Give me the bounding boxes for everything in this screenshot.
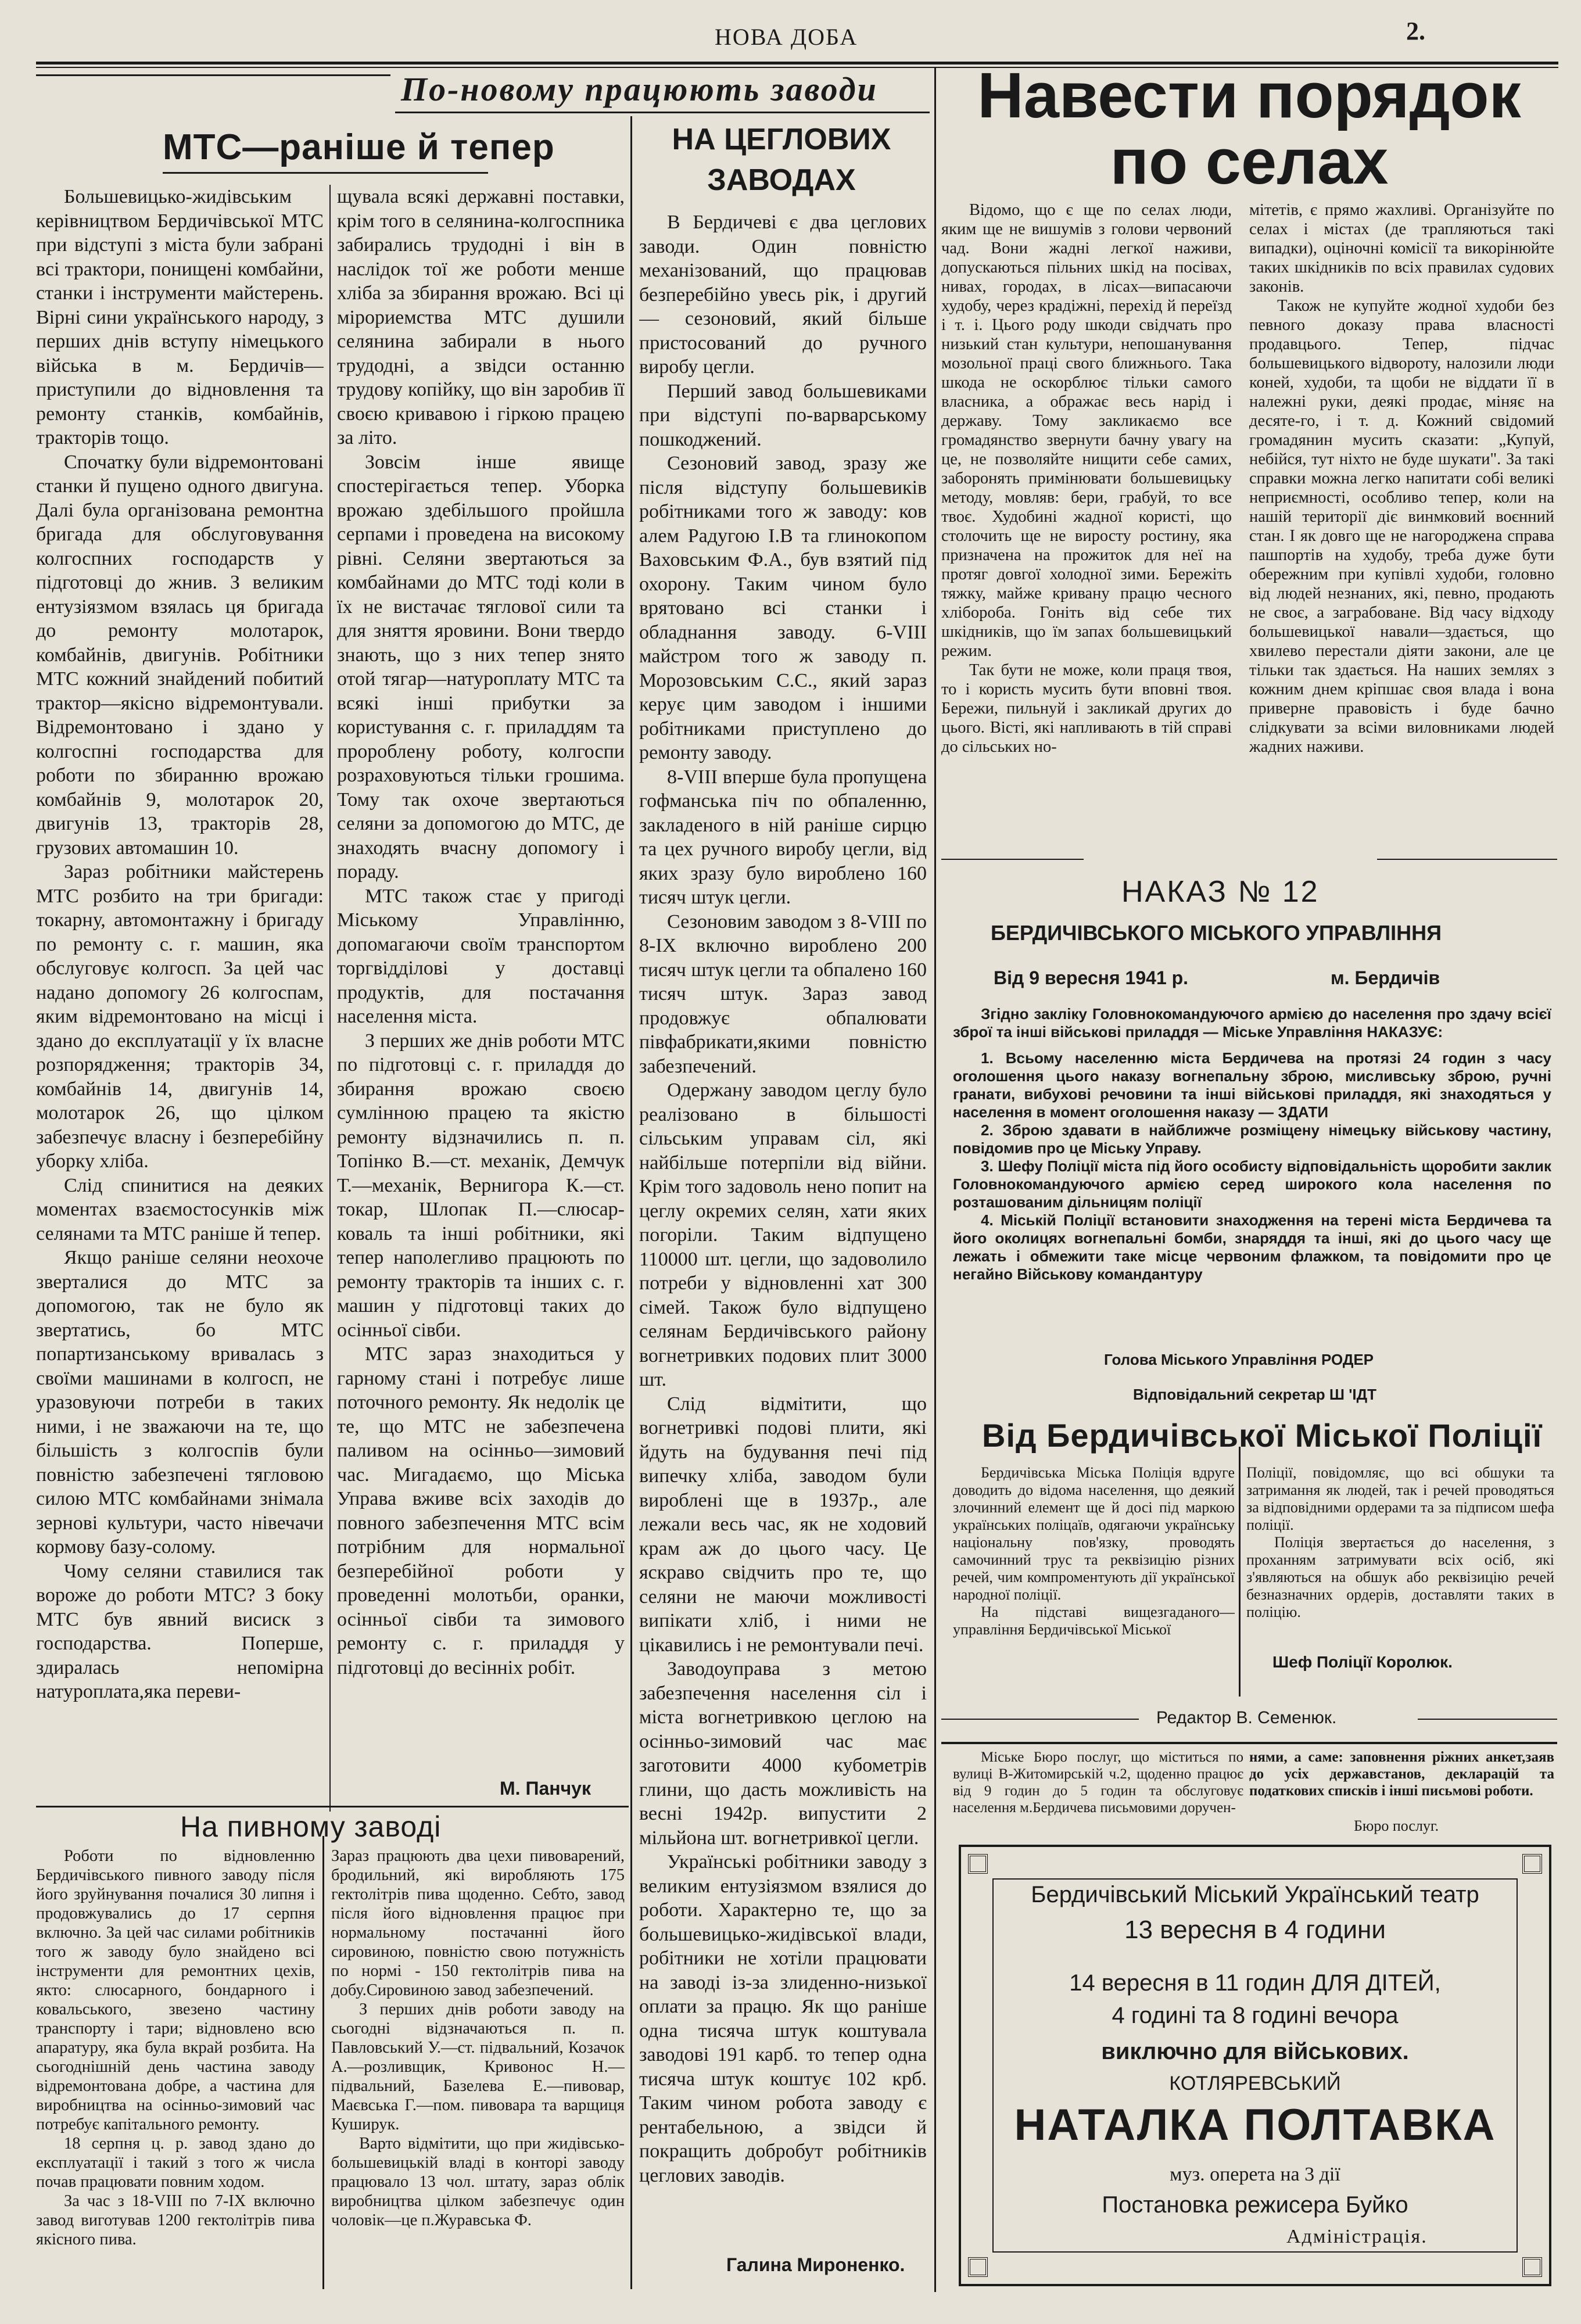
- paragraph: Поліція звертається до населення, з проханням затримувати всіх осіб, які з'являються на обшук або реквізицію речей безназначних ордерів, доставляти таких в поліцію.: [1246, 1534, 1554, 1620]
- mts-col1: [36, 185, 324, 1800]
- theatre-line1: Бердичівський Міський Український театр: [1031, 1882, 1479, 1907]
- mts-author: М. Панчук: [500, 1778, 591, 1799]
- corner-ornament: [968, 1854, 988, 1874]
- editor-rule-left: [941, 1719, 1139, 1720]
- order12-sign2: Відповідальний секретар Ш 'ІДТ: [1133, 1386, 1377, 1403]
- paragraph: З перших днів роботи заводу на сьогодні відзначаються п. п. Павловський У.—ст. підвальний, Козачок А.—розливщик, Кривонос Н.—підвальний, Базелева Е.—пивовар, Маєвська Г.—пом. пивовара та варщиця Куширук.: [331, 2000, 625, 2133]
- paragraph: Українські робітники заводу з великим ентузіязмом взялися до роботи. Характерно те, що за большевицько-жидівської влади, робітники не хотіли працювати на заводі із-за злиденно-низької оплати за працю. Як що раніше одна тисяча штук коштувала заводові 191 карб. то тепер одна тисяча штук коштує 102 крб. Таким чином робота заводу є рентабельною, а звідси й покращить добробут робітників цеглових заводів.: [639, 1851, 927, 2186]
- paragraph: МТС також стає у пригоді Міському Управлінню, допомагаючи своїм транспортом торгвідділові у доставці продуктів, для постачання населення міста.: [337, 885, 625, 1027]
- paragraph: Роботи по відновленню Бердичівського пивного заводу після його зруйнування почалися 30 липня і продовжувались до 17 серпня включно. За цей час силами робітників того ж заводу було знайдено всі інструменти для ремонтних цехів, якто: слюсарного, бондарного і ковальського, звезено частину транспорту і тари; відновлено всю апаратуру, яка була вкрай розбита. На сьогоднішній день частина заводу відремонтована добре, а частина для виробництва на осінньо-зимовий час потребує капітального ремонту.: [36, 1847, 315, 2133]
- paragraph: щувала всякі державні поставки, крім того в селянина-колгоспника забирались трудодні і він в наслідок тої же роботи менше хліба за збирання врожаю. Всі ці мірориемства МТС душили селянина забирали в нього трудодні, а звідси останню трудову копійку, що він заробив її своєю кривавою і гіркою працею за літо.: [337, 186, 625, 449]
- theatre-line5: виключно для військових.: [1101, 2039, 1409, 2064]
- brick-title: НА ЦЕГЛОВИХ ЗАВОДАХ: [672, 123, 891, 197]
- theatre-box: [959, 1845, 1551, 2286]
- column-rule: [1239, 1447, 1241, 1697]
- order12-date: Від 9 вересня 1941 р.: [994, 967, 1189, 988]
- order12-item: 3. Шефу Поліції міста під його особисту відповідальність щоробити заклик Головнокомандуючого армією серед широкого кола населення по розташованим дільницям поліції: [953, 1157, 1551, 1211]
- paragraph: Слід відмітити, що вогнетривкі подові плити, які йдуть на будування печі під випечку хліба, заводом були вироблені ще в 1937р., але лежали весь час, як не ходовий крам аж до цього часу. Це яскраво свідчить про те, що селяни не маючи можливості випікати хліб, і ними не цікавились і не ремонтували печі.: [639, 1393, 927, 1656]
- beer-title: На пивному заводі: [180, 1810, 442, 1843]
- theatre-line6: КОТЛЯРЕВСЬКИЙ: [1169, 2072, 1341, 2095]
- corner-ornament: [1522, 2257, 1542, 2277]
- order-article-col2: [1249, 200, 1554, 845]
- order12-rule-right: [1377, 859, 1557, 860]
- theatre-line7: НАТАЛКА ПОЛТАВКА: [1014, 2100, 1496, 2150]
- column-rule: [329, 185, 331, 1812]
- mts-title-underline: [163, 172, 488, 174]
- theatre-line10: Адміністрація.: [1286, 2226, 1428, 2247]
- beer-col1: [36, 1846, 315, 2300]
- paragraph: Слід спинитися на деяких моментах взаємостосунків між селянами та МТС раніше й тепер.: [36, 1174, 324, 1245]
- order12-item: 1. Всьому населенню міста Бердичева на протязі 24 годин з часу оголошення цього наказу вогнепальну зброю, мисливську зброю, ручні гранати, вибухові речовини та інші військові приладдя, які знаходяться у населення в момент оголошення наказу — ЗДАТИ: [953, 1049, 1551, 1121]
- order12-intro: Згідно закліку Головнокомандуючого армією до населення про здачу всієї зброї та інші військові приладдя — Міське Управління НАКАЗУЄ:: [953, 1005, 1551, 1041]
- order-article-title: Навести порядок по селах: [977, 60, 1521, 198]
- editor-rule-right: [1418, 1719, 1557, 1720]
- paragraph: Відомо, що є ще по селах люди, яким ще не вишумів з голови червоний чад. Вони жадні легкої наживи, допускаються пільних шкід на посівах, нивах, городах, в лісах—випасаючи худобу, через крадіжні, перехід й переїзд і т. і. Цього роду шкоди свідчать про низький стан культури, непошанування мозольної праці свого ближнього. Така шкода не оскорблює тільки самого власника, а ображає весь нарід і державу. Тому закликаємо все громадянство звернути бачну увагу на це, не позволяйте нищити себе самих, заборонять примінювати большевицьку методу, мовляв: бери, грабуй, то все твоє. Худобині жадної користі, що столочить ще не виросту ростину, яка призначена на прожиток для неї на протяг довгої холодної зими. Бережіть тяжку, майже кривану працю чесного хліборoба. Гоніть від себе тих шкідників, що їм запах большевицький режим.: [941, 201, 1232, 660]
- paragraph: Зовсім інше явище спостерігається тепер. Уборка врожаю здебільшого пройшла серпами і проведена на високому рівні. Селяни звертаються за комбайнами до МТС тоді коли в їх не вистачає тяглової сили та для зняття яровини. Вони твердо знають, що з них тепер знято отой тягар—натуроплату МТС та всякі інші прибутки за користування с. г. приладдям та пророблену роботу, колгоспи розраховуються тільки грошима. Тому так охоче звертаються селяни за допомогою до МТС, де знаходять вчасну допомогу і пораду.: [337, 451, 625, 883]
- order12-rule-left: [941, 859, 1084, 860]
- editor-bottom-rule: [941, 1742, 1557, 1744]
- paragraph: Якщо раніше селяни неохоче зверталися до МТС за допомогою, так не було як звертатись, бо МТС попартизанському вривалась з своїми машинами в колгосп, не уразовуючи потреби в таких ними, і не зважаючи на те, що більшість з колгоспів були повністю забезпечені тягловою силою МТС комбайнами знімала зернові культури, часто нівечачи кормову базу-солому.: [36, 1247, 324, 1558]
- paragraph: 8-VIII вперше була пропущена гофманська піч по обпаленню, закладеного в ній раніше сирцю та цех ручного виробу цегли, від яких зразу було вироблено 160 тисяч штук цегли.: [639, 766, 927, 908]
- paragraph: нями, а саме: заповнення ріжних анкет,заяв до усіх державстанов, декларацій та податкових списків і інші письмові роботи.: [1249, 1749, 1554, 1799]
- paragraph: Бердичівська Міська Поліція вдруге доводить до відома населення, що деякий злочинний елемент ще й досі під маркою українських поліцаїв, одягаючи українську національну пов'язку, проводять самочинний трус та реквізицію різних речей, чим компроментують дії української народної поліції.: [953, 1464, 1235, 1603]
- column-rule: [630, 116, 632, 2289]
- paragraph: Сезоновим заводом з 8-VIII по 8-IX включно вироблено 200 тисяч штук цегли та обпалено 160 тисяч штук. Зараз завод продовжує обпалювати півфабрикати,якими повністю забезпечений.: [639, 910, 927, 1077]
- paragraph: За час з 18-VIII по 7-IX включно завод виготував 1200 гектолітрів пива якісного пива.: [36, 2192, 315, 2248]
- paragraph: Сезоновий завод, зразу же після відступу большевиків робітниками того ж заводу: ков алем Радугою І.В та глинокопом Ваховським Ф.А., був взятий під охорону. Таким чином було врятовано всі станки і обладнання заводу. 6-VIII майстром того ж заводу п. Морозовським С.С., який зараз керує цим заводом і іншими робітниками приступлено до ремонту заводу.: [639, 453, 927, 763]
- corner-ornament: [968, 2257, 988, 2277]
- order-article-col1: [941, 200, 1232, 845]
- order12-item: 4. Міській Поліції встановити знаходження на терені міста Бердичева та його околицях вогнепальні бомби, знаряддя та інші, які до цього часу ще лежать і обмежити таке місце червоним флажком, та повідомити про це негайно Військову командантуру: [953, 1211, 1551, 1283]
- paragraph: Одержану заводом цеглу було реалізовано в більшості сільським управам сіл, які найбільше потерпіли від війни. Крім того задоволь нено попит на цеглу окремих селян, хати яких погоріли. Таким відпущено 110000 шт. цегли, що задоволило потреби у відновленні хат 300 сімей. Також було відпущено селянам Бердичівського району вогнетривких подових плит 3000 шт.: [639, 1079, 927, 1390]
- paragraph: Поліції, повідомляє, що всі обшуки та затримання як людей, так і речей проводяться за відповідними ордерами та за підписом шефа поліції.: [1246, 1464, 1554, 1533]
- brick-author: Галина Мироненко.: [726, 2254, 905, 2275]
- paragraph: мітетів, є прямо жахливі. Організуйте по селах і містах (де трапляються такі випадки), оціночні комісії та викорінюйте таких шкідників по всіх правилах судових законів.: [1249, 201, 1554, 296]
- brick-col: [639, 210, 927, 2250]
- paragraph: Так бути не може, коли праця твоя, то і користь мусить бути вповні твоя. Бережи, пильнуй і закликай других до цього. Вісті, які напливають в тій справі до сільських но-: [941, 661, 1232, 756]
- paragraph: Міське Бюро послуг, що міститься по вулиці В-Житомирській ч.2, щоденно працює від 9 годин до 5 годин та обслуговує населення м.Бердичева письмовими доручен-: [953, 1749, 1243, 1816]
- police-sign: Шеф Поліції Королюк.: [1272, 1653, 1453, 1671]
- paragraph: Чому селяни ставилися так вороже до роботи МТС? З боку МТС був явний висиск з господарства. Поперше, здиралась непомірна натуроплата,яка переви-: [36, 1560, 324, 1702]
- paragraph: З перших же днів роботи МТС по підготовці с. г. приладдя до збирання врожаю своєю сумлінною працею та якістю ремонту відзначились п. п. Топінко В.—ст. механік, Демчук Т.—механік, Вернигора К.—ст. токар, Шлопак П.—слюсар-коваль та інші робітники, які тепер наполегливо працюють по ремонту тракторів та інших с. г. машин у підготовці таких до осінньої сівби.: [337, 1030, 625, 1341]
- mts-title: МТС—раніше й тепер: [163, 127, 555, 167]
- order12-place: м. Бердичів: [1331, 967, 1440, 988]
- page-number: 2.: [1406, 17, 1425, 45]
- bureau-sign: Бюро послуг.: [1354, 1817, 1439, 1834]
- mts-col2: [337, 185, 625, 1742]
- corner-ornament: [1522, 1854, 1542, 1874]
- bureau-left: [953, 1749, 1243, 1842]
- editor-credit: Редактор В. Семенюк.: [1156, 1708, 1337, 1727]
- beer-col2: [331, 1846, 625, 2300]
- section-title: По-новому працюють заводи: [401, 70, 878, 108]
- paragraph: В Бердичеві є два цеглових заводи. Один повністю механізований, що працював безперебійно увесь рік, і другий — сезоновий, який більше пристосований до ручного виробу цегли.: [639, 211, 927, 378]
- section-left-rule: [36, 74, 390, 76]
- order12-subtitle: БЕРДИЧІВСЬКОГО МІСЬКОГО УПРАВЛІННЯ: [991, 921, 1442, 945]
- paragraph: Також не купуйте жодної худоби без певного доказу права власності продавцього. Тепер, підчас большевицького відвороту, налозили люди коней, худоби, та щоби не віддати її в належні руки, деякі продає, міняє на десяте-го, і т. д. Кожний свідомий громадянин мусить сказати: „Купуй, небійся, тут ніхто не буде шукати". За такі справки можна легко напитати собі великі неприємності, особливо тепер, коли на нашій території діє винмковий воєнний стан. І як довго ще не нагороджена справа пашпортів на худобу, треба дуже бути обережним при купівлі худоби, головно від людей незнаних, які, певно, продають не своє, а заграбоване. Від часу відходу большевицької навали—здається, що хвилево перестали діяти закони, але це тільки так здається. На наших землях з кожним днем кріпшає своя влада і вона приверне правовість і буде бачно слідкувати за всіми виловниками людей жадних наживи.: [1249, 297, 1554, 756]
- order12-title: НАКАЗ № 12: [1121, 875, 1320, 909]
- paragraph: Зараз робітники майстерень МТС розбито на три бригади: токарну, автомонтажну і бригаду по ремонту с. г. машин, яка обслуговує колгосп. За цей час надано допомогу 26 колгоспам, яким відремонтовано на місці і здано до експлуатації у їх власне розпорядження; тракторів 34, комбайнів 14, двигунів 14, молотарок 26, що цілком забезпечує власну і безперебійну уборку хліба.: [36, 861, 324, 1172]
- police-col1: [953, 1464, 1235, 1702]
- section-underline: [395, 112, 930, 113]
- theatre-line9: Постановка режисера Буйко: [1102, 2192, 1408, 2218]
- order12-sign1: Голова Міського Управління РОДЕР: [1104, 1351, 1374, 1368]
- beer-top-rule: [36, 1806, 629, 1807]
- police-col2: [1246, 1464, 1554, 1656]
- theatre-line2: 13 вересня в 4 години: [1124, 1916, 1386, 1944]
- theatre-line3: 14 вересня в 11 годин ДЛЯ ДІТЕЙ,: [1069, 1970, 1441, 1996]
- bureau-right: [1249, 1749, 1554, 1819]
- theatre-line4: 4 годині та 8 годині вечора: [1112, 2003, 1399, 2028]
- paragraph: Большевицько-жидівським керівництвом Бердичівської МТС при відступі з міста були забрані всі трактори, понищені комбайни, станки і інструменти майстерень. Вірні сини українського народу, з перших днів вступу німецького війська в м. Бердичів—приступили до відновлення та ремонту станків, комбайнів, тракторів тощо.: [36, 186, 324, 449]
- masthead-paper: НОВА ДОБА: [715, 24, 858, 50]
- paragraph: 18 серпня ц. р. завод здано до експлуатації і такий з того ж числа почав працювати повним ходом.: [36, 2135, 315, 2191]
- paragraph: Перший завод большевиками при відступі по-варварському пошкоджений.: [639, 380, 927, 450]
- paragraph: Заводоуправа з метою забезпечення населення сіл і міста вогнетривкою цеглою на осінньо-зимовий час має заготовити 4000 кубометрів глини, що дасть можливість на весні 1942р. випустити 2 мільйона шт. вогнетривкої цегли.: [639, 1658, 927, 1849]
- column-rule: [934, 67, 936, 2292]
- theatre-line8: муз. оперета на 3 дії: [1170, 2164, 1340, 2185]
- paragraph: Зараз працюють два цехи пивоварений, бродильний, які виробляють 175 гектолітрів пива щоденно. Себто, завод після його відновлення працює при нормальному постачанні його сировиною, повністю свою потужність по нормі - 150 гектолітрів пива на добу.Сировиною завод забезпечений.: [331, 1847, 625, 1999]
- order12-body: [953, 1005, 1551, 1330]
- order12-item: 2. Зброю здавати в найближче розміщену німецьку військову частину, повідомив про це Міську Управу.: [953, 1121, 1551, 1157]
- paragraph: Спочатку були відремонтовані станки й пущено одного двигуна. Далі була організована ремонтна бригада для обслуговування колгоспних господарств у підготовці до жнив. З великим ентузіязмом взялась ця бригада до ремонту молотарок, комбайнів, двигунів. Робітники МТС кожний знайдений побитий трактор—якісно відремонтували. Відремонтовано і здано у колгоспні господарства для роботи по збиранню врожаю комбайнів 9, молотарок 20, двигунів 13, тракторів 28, грузових автомашин 10.: [36, 451, 324, 859]
- column-rule: [322, 1836, 324, 2289]
- paragraph: На підставі вищезгаданого—управління Бердичівської Міської: [953, 1604, 1235, 1638]
- paragraph: Варто відмітити, що при жидівсько-большевицькій владі в конторі заводу працювало 13 чол. штату, зараз облік виробництва цілком забезпечує один чоловік—це п.Журавська Ф.: [331, 2135, 625, 2229]
- paragraph: МТС зараз знаходиться у гарному стані і потребує лише поточного ремонту. Як недолік це те, що МТС не забезпечена паливом на осінньо—зимовий час. Мигадаємо, що Міська Управа вживе всіх заходів до повного забезпечення МТС всім потрібним для нормальної безперебійної роботи у проведенні молотьби, оранки, осінньої сівби та зимового ремонту с. г. приладдя у підготовці до весінніх робіт.: [337, 1343, 625, 1679]
- police-title: Від Бердичівської Міської Поліції: [982, 1417, 1543, 1454]
